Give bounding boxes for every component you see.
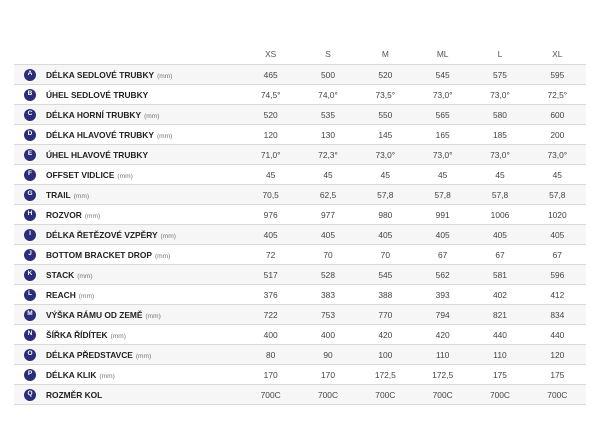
value-cell: 596	[550, 269, 565, 280]
value-cell: 185	[492, 129, 507, 140]
row-label-cell	[46, 170, 242, 180]
table-row	[14, 85, 586, 105]
value-cell: 74,5°	[260, 89, 281, 100]
table-row	[14, 105, 586, 125]
table-row	[14, 145, 586, 165]
row-label-cell	[46, 150, 242, 160]
value-cell: 700C	[547, 389, 568, 400]
row-letter-badge: N	[24, 329, 36, 341]
value-cell: 71,0°	[260, 149, 281, 160]
value-cell: 45	[380, 169, 390, 180]
value-cell: 420	[435, 329, 450, 340]
value-cell: 834	[550, 309, 565, 320]
value-cell: 545	[435, 69, 450, 80]
value-cell: 45	[266, 169, 276, 180]
table-header	[14, 44, 586, 65]
value-cell: 376	[263, 289, 278, 300]
row-label-cell	[46, 110, 242, 120]
value-cell: 595	[550, 69, 565, 80]
value-cell: 165	[435, 129, 450, 140]
value-cell: 67	[437, 249, 448, 260]
value-cell: 172,5	[432, 369, 454, 380]
row-unit: (mm)	[157, 72, 173, 80]
table-row	[14, 225, 586, 245]
value-cell: 405	[435, 229, 450, 240]
table-row	[14, 385, 586, 405]
row-label-cell	[46, 210, 242, 220]
row-label: TRAIL	[46, 189, 71, 200]
value-cell: 405	[492, 229, 507, 240]
value-cell: 581	[492, 269, 507, 280]
table-row	[14, 285, 586, 305]
row-unit: (mm)	[144, 112, 160, 120]
value-cell: 400	[321, 329, 335, 340]
value-cell: 80	[266, 349, 276, 360]
row-unit: (mm)	[77, 272, 93, 280]
table-row	[14, 205, 586, 225]
row-letter-badge: H	[24, 209, 36, 221]
row-unit: (mm)	[154, 252, 171, 260]
row-unit: (mm)	[84, 212, 101, 220]
value-cell: 1006	[490, 209, 510, 220]
value-cell: 73,0°	[432, 149, 453, 160]
value-cell: 520	[263, 109, 278, 120]
size-header: XS	[265, 49, 277, 59]
value-cell: 700C	[260, 389, 281, 400]
value-cell: 545	[378, 269, 393, 280]
row-unit: (mm)	[110, 332, 126, 340]
value-cell: 200	[550, 129, 565, 140]
table-row	[14, 245, 586, 265]
value-cell: 145	[378, 129, 393, 140]
value-cell: 172,5	[374, 369, 396, 380]
row-label-cell	[46, 70, 242, 80]
row-letter-badge: E	[24, 149, 36, 161]
row-label-cell	[46, 230, 242, 240]
size-header: M	[381, 49, 389, 59]
table-row	[14, 125, 586, 145]
value-cell: 980	[378, 209, 393, 220]
row-label: ŠÍŘKA ŘÍDÍTEK	[46, 329, 108, 340]
row-letter-badge: G	[24, 189, 36, 201]
value-cell: 73,5°	[375, 89, 396, 100]
value-cell: 700C	[317, 389, 338, 400]
value-cell: 977	[321, 209, 335, 220]
row-label: REACH	[46, 289, 76, 300]
value-cell: 45	[323, 169, 333, 180]
value-cell: 90	[323, 349, 333, 360]
size-header: ML	[436, 49, 449, 59]
value-cell: 700C	[375, 389, 396, 400]
value-cell: 120	[550, 349, 565, 360]
value-cell: 500	[321, 69, 335, 80]
value-cell: 794	[435, 309, 450, 320]
value-cell: 393	[435, 289, 450, 300]
value-cell: 412	[550, 289, 565, 300]
row-label: ROZVOR	[46, 209, 82, 220]
row-label-cell	[46, 390, 242, 400]
row-unit: (mm)	[78, 292, 95, 300]
value-cell: 73,0°	[432, 89, 453, 100]
value-cell: 57,8	[549, 189, 566, 200]
row-unit: (mm)	[135, 352, 152, 360]
value-cell: 821	[492, 309, 507, 320]
table-row	[14, 345, 586, 365]
row-unit: (mm)	[145, 312, 161, 320]
table-row	[14, 325, 586, 345]
value-cell: 991	[435, 209, 450, 220]
value-cell: 175	[550, 369, 565, 380]
table-row	[14, 365, 586, 385]
row-label-cell	[46, 130, 242, 140]
row-label: DÉLKA HORNÍ TRUBKY	[46, 109, 142, 120]
row-letter-badge: A	[24, 69, 36, 81]
value-cell: 120	[263, 129, 278, 140]
row-letter-badge: B	[24, 89, 36, 101]
value-cell: 440	[492, 329, 507, 340]
row-letter-badge: M	[24, 309, 36, 321]
row-label-cell	[46, 370, 242, 380]
value-cell: 73,0°	[490, 89, 510, 100]
value-cell: 67	[552, 249, 562, 260]
value-cell: 400	[263, 329, 278, 340]
value-cell: 722	[263, 309, 278, 320]
value-cell: 67	[495, 249, 505, 260]
row-unit: (mm)	[160, 232, 176, 240]
value-cell: 700C	[432, 389, 453, 400]
row-label: DÉLKA KLIK	[46, 369, 97, 380]
row-letter-badge: O	[24, 349, 36, 361]
row-label-cell	[46, 330, 242, 340]
value-cell: 565	[435, 109, 450, 120]
row-label: DÉLKA PŘEDSTAVCE	[46, 349, 133, 360]
value-cell: 130	[321, 129, 335, 140]
value-cell: 405	[378, 229, 393, 240]
value-cell: 70	[380, 249, 390, 260]
value-cell: 170	[321, 369, 335, 380]
value-cell: 74,0°	[318, 89, 338, 100]
value-cell: 528	[321, 269, 335, 280]
value-cell: 110	[493, 349, 507, 360]
row-label: VÝŠKA RÁMU OD ZEMĚ	[46, 309, 143, 320]
row-letter-badge: J	[24, 249, 36, 261]
row-label-cell	[46, 90, 242, 100]
table-row	[14, 65, 586, 85]
row-letter-badge: I	[24, 229, 36, 241]
table-row	[14, 185, 586, 205]
row-label-cell	[46, 190, 242, 200]
row-unit: (mm)	[99, 372, 115, 380]
value-cell: 170	[263, 369, 278, 380]
table-row	[14, 165, 586, 185]
row-label-cell	[46, 270, 242, 280]
value-cell: 73,0°	[375, 149, 396, 160]
value-cell: 550	[378, 109, 393, 120]
row-label: OFFSET VIDLICE	[46, 169, 115, 180]
value-cell: 465	[263, 69, 278, 80]
value-cell: 45	[437, 169, 448, 180]
value-cell: 72	[266, 249, 276, 260]
row-label: ÚHEL HLAVOVÉ TRUBKY	[46, 149, 149, 160]
row-label: DÉLKA HLAVOVÉ TRUBKY	[46, 129, 154, 140]
row-letter-badge: L	[24, 289, 36, 301]
value-cell: 100	[378, 349, 393, 360]
value-cell: 57,8	[377, 189, 394, 200]
row-label-cell	[46, 250, 242, 260]
value-cell: 420	[378, 329, 393, 340]
row-label-cell	[46, 350, 242, 360]
row-letter-badge: Q	[24, 389, 36, 401]
row-label: STACK	[46, 269, 75, 280]
row-letter-badge: C	[24, 109, 36, 121]
value-cell: 388	[378, 289, 393, 300]
row-label-cell	[46, 310, 242, 320]
value-cell: 405	[263, 229, 278, 240]
value-cell: 72,3°	[318, 149, 338, 160]
value-cell: 57,8	[434, 189, 451, 200]
row-letter-badge: F	[24, 169, 36, 181]
value-cell: 575	[492, 69, 507, 80]
value-cell: 440	[550, 329, 565, 340]
table-row	[14, 265, 586, 285]
row-unit: (mm)	[117, 172, 133, 180]
row-label: DÉLKA ŘETĚZOVÉ VZPĚRY	[46, 229, 158, 240]
value-cell: 73,0°	[547, 149, 568, 160]
value-cell: 383	[321, 289, 335, 300]
value-cell: 45	[495, 169, 505, 180]
value-cell: 62,5	[319, 189, 337, 200]
row-label: DÉLKA SEDLOVÉ TRUBKY	[46, 69, 155, 80]
row-label-cell	[46, 290, 242, 300]
geometry-table	[14, 44, 586, 405]
value-cell: 57,8	[491, 189, 509, 200]
row-letter-badge: D	[24, 129, 36, 141]
row-letter-badge: P	[24, 369, 36, 381]
value-cell: 976	[263, 209, 278, 220]
value-cell: 70	[323, 249, 333, 260]
value-cell: 600	[550, 109, 565, 120]
value-cell: 175	[492, 369, 507, 380]
value-cell: 517	[263, 269, 278, 280]
value-cell: 405	[321, 229, 335, 240]
table-body	[14, 65, 586, 405]
value-cell: 1020	[547, 209, 567, 220]
row-unit: (mm)	[73, 192, 90, 200]
row-unit: (mm)	[156, 132, 173, 140]
value-cell: 700C	[489, 389, 510, 400]
row-label: ROZMĚR KOL	[46, 389, 103, 400]
row-letter-badge: K	[24, 269, 36, 281]
value-cell: 405	[550, 229, 565, 240]
value-cell: 72,5°	[547, 89, 568, 100]
value-cell: 110	[435, 349, 450, 360]
size-header: XL	[552, 49, 563, 59]
value-cell: 520	[378, 69, 393, 80]
value-cell: 535	[321, 109, 335, 120]
value-cell: 73,0°	[490, 149, 510, 160]
value-cell: 45	[552, 169, 562, 180]
value-cell: 402	[492, 289, 507, 300]
value-cell: 580	[492, 109, 507, 120]
table-row	[14, 305, 586, 325]
value-cell: 562	[435, 269, 450, 280]
size-header: L	[497, 49, 503, 59]
value-cell: 70,5	[262, 189, 279, 200]
value-cell: 770	[378, 309, 393, 320]
row-label: BOTTOM BRACKET DROP	[46, 249, 152, 260]
row-label: ÚHEL SEDLOVÉ TRUBKY	[46, 89, 149, 100]
size-header: S	[325, 49, 331, 59]
value-cell: 753	[321, 309, 335, 320]
